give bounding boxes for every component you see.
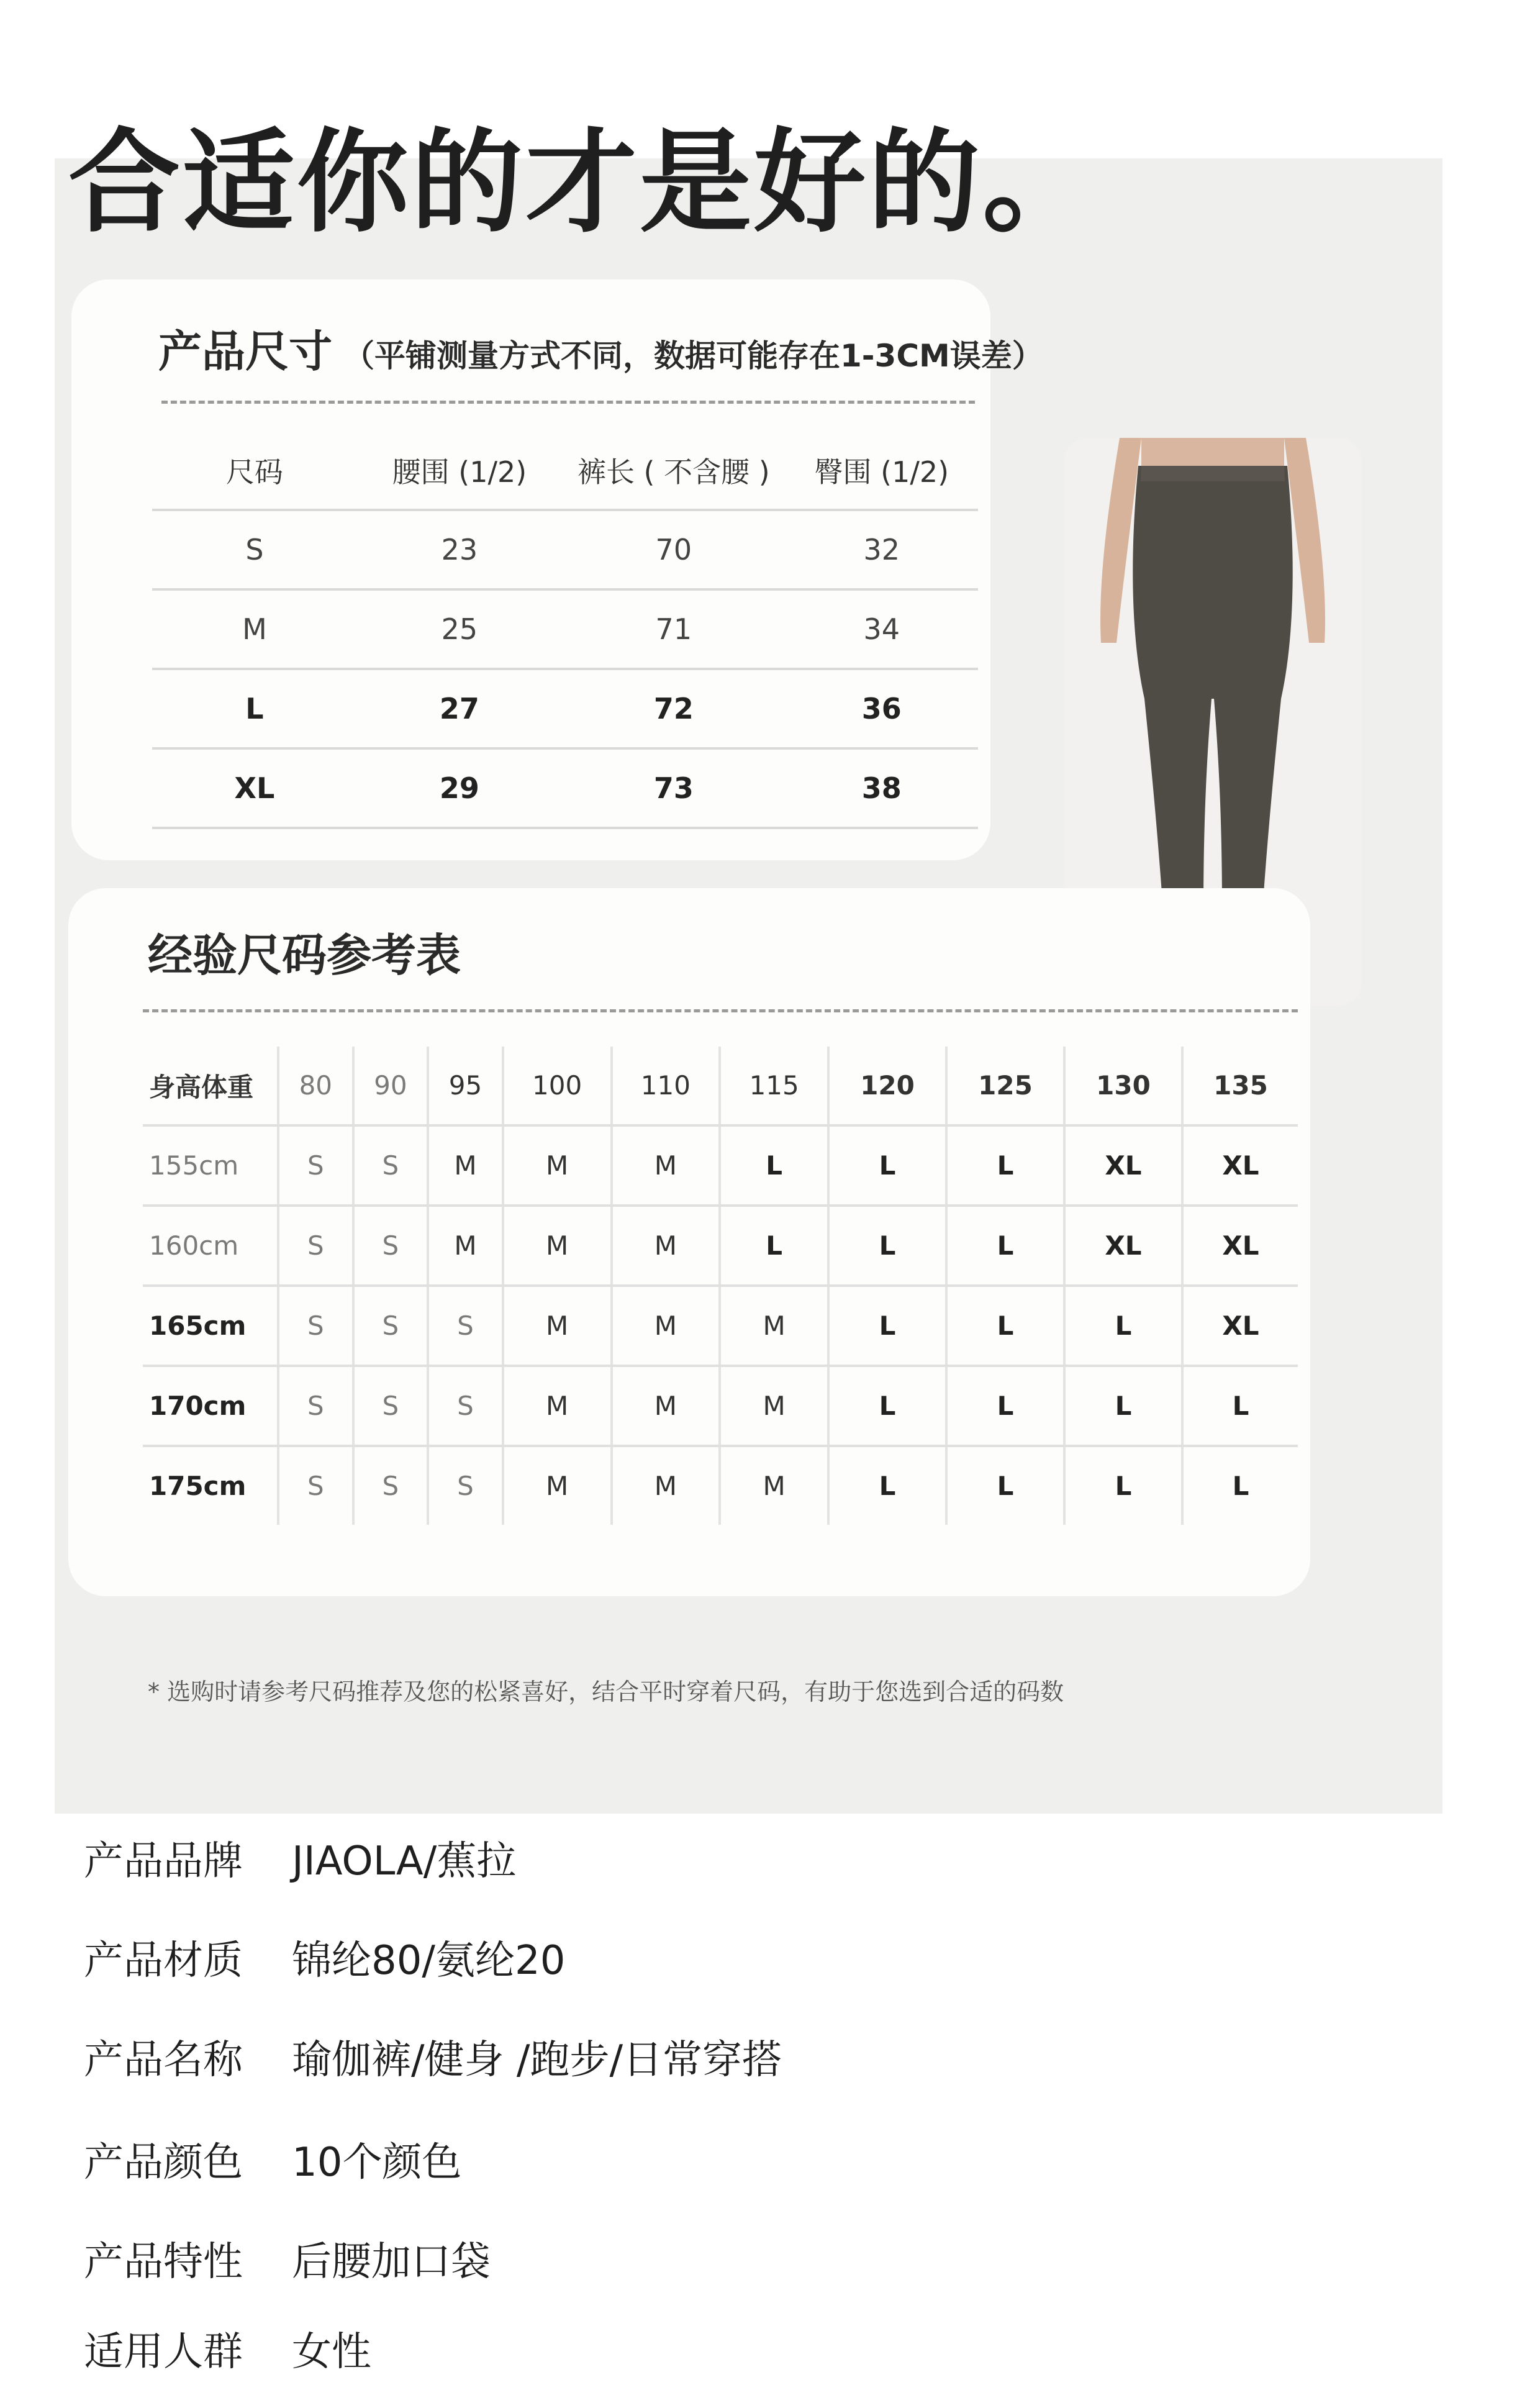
cell: 25 [357, 589, 562, 669]
height-cell: 170cm [143, 1366, 278, 1446]
cell: 34 [786, 589, 978, 669]
cell: S [428, 1286, 503, 1366]
cell: M [503, 1286, 612, 1366]
cell: M [720, 1366, 828, 1446]
spec-row-color [84, 2130, 461, 2187]
cell: S [428, 1366, 503, 1446]
height-cell: 165cm [143, 1286, 278, 1366]
cell: 70 [562, 510, 786, 589]
product-size-table [152, 432, 978, 829]
cell: S [152, 510, 357, 589]
spec-key: 产品品牌 [84, 1838, 243, 1884]
cell: 72 [562, 669, 786, 748]
cell: M [152, 589, 357, 669]
cell: L [828, 1366, 946, 1446]
cell: 29 [357, 748, 562, 828]
cell: M [720, 1446, 828, 1525]
cell: XL [152, 748, 357, 828]
spec-row-material [84, 1928, 565, 1986]
cell: L [1182, 1366, 1298, 1446]
cell: L [946, 1125, 1064, 1206]
cell: L [828, 1206, 946, 1286]
cell: M [503, 1446, 612, 1525]
table-row [143, 1366, 1298, 1446]
cell: M [612, 1206, 720, 1286]
page-headline: 合适你的才是好的。 [68, 118, 1097, 248]
cell: L [1064, 1366, 1182, 1446]
product-size-title [158, 317, 1043, 379]
cell: L [1064, 1446, 1182, 1525]
cell: S [353, 1125, 428, 1206]
height-cell: 175cm [149, 1471, 247, 1501]
spec-row-name [84, 2028, 782, 2085]
spec-value: JIAOLA/蕉拉 [292, 1838, 517, 1884]
cell: XL [1182, 1125, 1298, 1206]
spec-key: 产品颜色 [84, 2140, 243, 2186]
table-header-row [143, 1047, 1298, 1125]
size-reference-footnote: * 选购时请参考尺码推荐及您的松紧喜好，结合平时穿着尺码，有助于您选到合适的码数 [148, 1678, 1064, 1706]
cell: 23 [357, 510, 562, 589]
spec-row-brand [84, 1829, 516, 1886]
spec-value: 女性 [292, 2329, 371, 2375]
cell: L [946, 1286, 1064, 1366]
cell: M [428, 1206, 503, 1286]
cell: L [946, 1206, 1064, 1286]
cell: L [1064, 1286, 1182, 1366]
cell: L [828, 1286, 946, 1366]
cell: L [828, 1446, 946, 1525]
cell: XL [1064, 1206, 1182, 1286]
cell: S [353, 1206, 428, 1286]
header-size: 尺码 [152, 432, 357, 510]
header-weight: 135 [1182, 1047, 1298, 1125]
cell: S [278, 1446, 353, 1525]
cell: M [428, 1125, 503, 1206]
spec-value: 后腰加口袋 [292, 2239, 491, 2285]
cell: L [946, 1366, 1064, 1446]
cell: 32 [786, 510, 978, 589]
header-hip: 臀围 (1/2) [786, 432, 978, 510]
cell: 71 [562, 589, 786, 669]
cell: M [720, 1286, 828, 1366]
spec-value: 10个颜色 [292, 2140, 462, 2186]
product-size-title-text: 产品尺寸 [158, 326, 332, 377]
cell: L [946, 1446, 1064, 1525]
spec-value: 锦纶80/氨纶20 [292, 1938, 566, 1984]
cell: L [720, 1125, 828, 1206]
table-row [143, 1206, 1298, 1286]
cell: L [828, 1125, 946, 1206]
cell: S [278, 1206, 353, 1286]
dashed-divider [143, 1009, 1298, 1012]
height-cell: 160cm [143, 1206, 278, 1286]
cell: S [278, 1366, 353, 1446]
cell: 38 [786, 748, 978, 828]
cell: M [612, 1125, 720, 1206]
header-weight: 115 [720, 1047, 828, 1125]
dashed-divider [161, 401, 975, 404]
table-row [143, 1286, 1298, 1366]
header-weight: 120 [828, 1047, 946, 1125]
header-weight: 80 [278, 1047, 353, 1125]
cell: S [428, 1446, 503, 1525]
cell: S [353, 1286, 428, 1366]
header-length: 裤长 ( 不含腰 ) [562, 432, 786, 510]
table-row [152, 669, 978, 748]
cell: XL [1182, 1286, 1298, 1366]
spec-key: 产品材质 [84, 1938, 243, 1984]
cell: M [503, 1366, 612, 1446]
size-reference-table [143, 1047, 1298, 1525]
cell: XL [1182, 1206, 1298, 1286]
cell: S [278, 1125, 353, 1206]
cell: M [503, 1206, 612, 1286]
cell: L [152, 669, 357, 748]
table-row [143, 1446, 1298, 1525]
cell: M [612, 1286, 720, 1366]
table-row [152, 748, 978, 828]
cell: 27 [357, 669, 562, 748]
cell: S [353, 1446, 428, 1525]
table-row [152, 589, 978, 669]
header-waist: 腰围 (1/2) [357, 432, 562, 510]
cell: L [720, 1206, 828, 1286]
product-size-note: （平铺测量方式不同，数据可能存在1-3CM误差） [343, 338, 1043, 374]
table-row [143, 1125, 1298, 1206]
cell: M [503, 1125, 612, 1206]
cell: S [353, 1366, 428, 1446]
spec-key: 产品名称 [84, 2037, 243, 2083]
cell: L [1182, 1446, 1298, 1525]
header-weight: 125 [946, 1047, 1064, 1125]
cell: M [612, 1366, 720, 1446]
header-weight: 95 [428, 1047, 503, 1125]
header-weight: 110 [612, 1047, 720, 1125]
cell: XL [1064, 1125, 1182, 1206]
header-weight: 130 [1064, 1047, 1182, 1125]
header-height-weight: 身高体重 [143, 1047, 278, 1125]
spec-row-feature [84, 2230, 491, 2287]
cell: S [278, 1286, 353, 1366]
header-weight: 100 [503, 1047, 612, 1125]
table-row [152, 510, 978, 589]
spec-row-audience [84, 2320, 371, 2377]
cell: M [612, 1446, 720, 1525]
height-cell: 155cm [143, 1125, 278, 1206]
spec-value: 瑜伽裤/健身 /跑步/日常穿搭 [292, 2037, 782, 2083]
spec-key: 产品特性 [84, 2239, 243, 2285]
cell: 73 [562, 748, 786, 828]
header-weight: 90 [353, 1047, 428, 1125]
spec-key: 适用人群 [84, 2329, 243, 2375]
size-reference-card [68, 888, 1310, 1596]
product-size-card [71, 279, 1043, 860]
table-header-row [152, 432, 978, 510]
cell: 36 [786, 669, 978, 748]
size-reference-title: 经验尺码参考表 [148, 929, 461, 981]
